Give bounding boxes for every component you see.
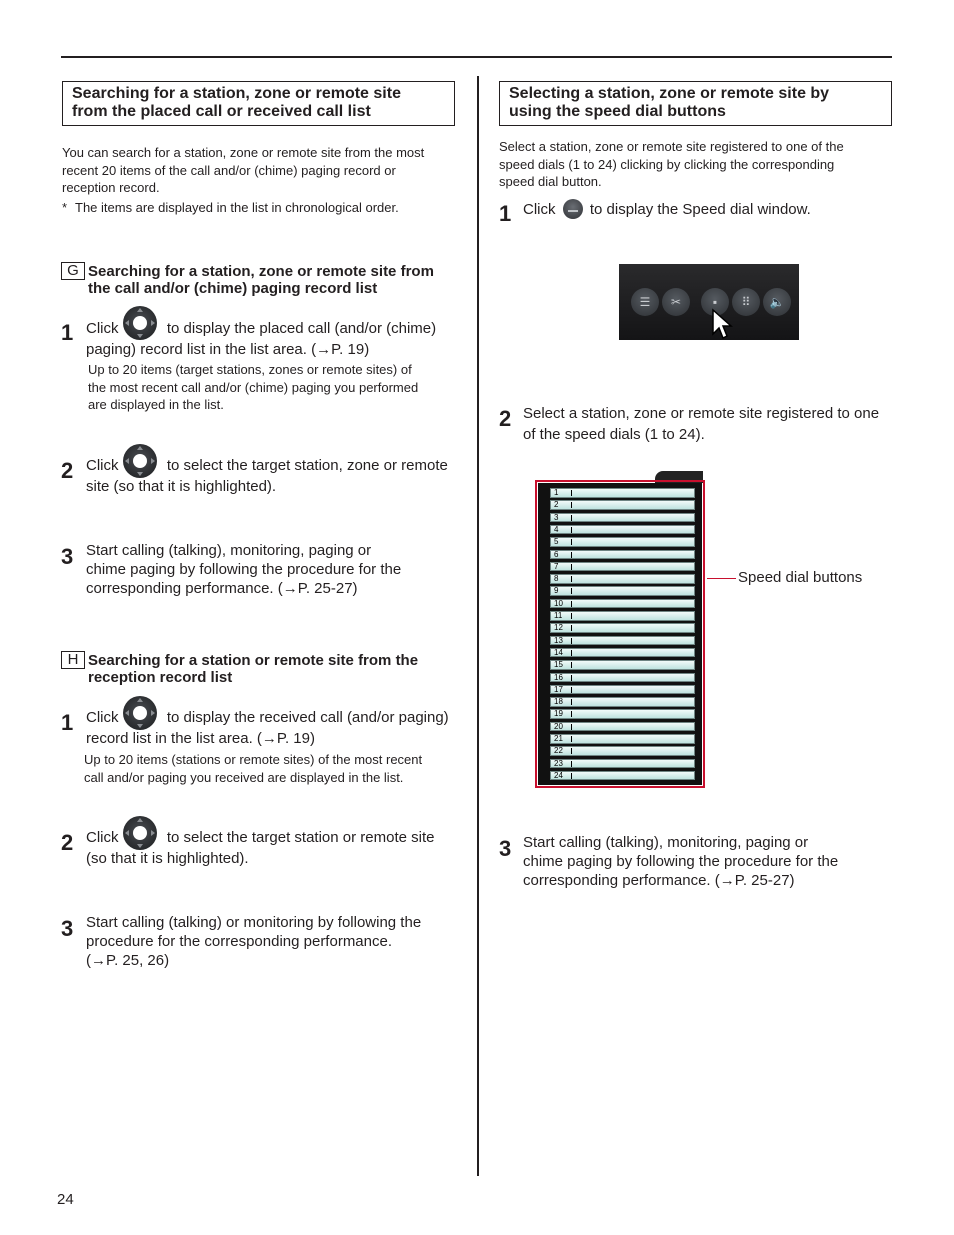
mouse-cursor-icon: [711, 308, 737, 342]
left-section-title-line1: Searching for a station, zone or remote site: [72, 85, 401, 102]
g-step2-line2: site (so that it is highlighted).: [86, 478, 277, 495]
g-step1-note: [88, 361, 460, 414]
g-step1-click-label: Click: [86, 320, 119, 337]
left-note: [62, 199, 462, 216]
navigation-dial-icon: [123, 816, 157, 850]
speed-dial-number: 23: [554, 758, 563, 768]
h-step3-line1: Start calling (talking) or monitoring by following the: [86, 914, 422, 931]
g-step1-note-line2: the most recent call and/or (chime) paging you performed: [88, 379, 419, 395]
section-g-title: [88, 264, 434, 297]
speed-dial-number: 11: [554, 611, 563, 620]
speed-dial-number: 6: [554, 549, 559, 559]
note-asterisk: *: [62, 200, 68, 215]
speed-dial-number: 9: [554, 586, 559, 596]
g-step3-line3: corresponding performance. (→P. 25-27): [86, 580, 358, 597]
g-step2-action: to select the target station, zone or remote: [166, 457, 448, 474]
list-icon: ☰: [631, 288, 659, 316]
g-step2-click-label: Click: [86, 457, 119, 474]
r-step2-text: [523, 403, 898, 445]
left-intro: [62, 144, 462, 197]
speed-dial-number: 17: [554, 684, 563, 694]
g-step1-action: to display the placed call (and/or (chime): [166, 320, 437, 337]
right-section-title-line2: using the speed dial buttons: [509, 103, 726, 120]
speed-dial-number: 2: [554, 500, 559, 510]
g-step3-line1: Start calling (talking), monitoring, paging or: [86, 542, 372, 559]
section-h-letter: H: [61, 651, 85, 669]
speed-dial-number: 14: [554, 647, 563, 657]
g-step1-note-line3: are displayed in the list.: [88, 397, 224, 412]
h-step1-click-label: Click: [86, 709, 119, 726]
section-h-heading: [61, 651, 461, 691]
r-step3-number: 3: [499, 836, 512, 861]
speed-dial-number: 13: [554, 635, 563, 645]
callout-line: [707, 578, 736, 579]
speed-dial-number: 5: [554, 537, 559, 547]
h-step2-number: 2: [61, 830, 74, 855]
column-divider: [477, 76, 479, 1176]
right-intro: [499, 138, 894, 191]
right-intro-line2: speed dials (1 to 24) clicking by clicking the corresponding: [499, 156, 835, 172]
speed-dial-number: 18: [554, 697, 563, 707]
g-step1-note-line1: Up to 20 items (target stations, zones or remote sites) of: [88, 362, 412, 377]
section-h-title-line2: reception record list: [88, 668, 233, 686]
speed-dial-number: 22: [554, 746, 563, 756]
g-step3-number: 3: [61, 544, 74, 569]
speed-dial-number: 24: [554, 770, 563, 780]
left-section-title-line2: from the placed call or received call list: [72, 103, 371, 120]
speed-dial-number: 19: [554, 709, 563, 719]
speed-dial-number: 21: [554, 734, 563, 743]
g-step1-number: 1: [61, 320, 74, 345]
r-step3-text: [523, 833, 898, 890]
navigation-dial-icon: [123, 306, 157, 340]
section-g-title-line2: the call and/or (chime) paging record list: [88, 279, 378, 297]
h-step1-note: [84, 751, 460, 786]
g-step3-line2: chime paging by following the procedure for the: [86, 561, 402, 578]
g-step3-text: [86, 541, 461, 598]
r-step2-line1: Select a station, zone or remote site registered to one: [523, 405, 880, 422]
speed-dial-number: 1: [554, 488, 559, 497]
h-step1-action: to display the received call (and/or paging): [166, 709, 449, 726]
navigation-dial-icon: [123, 696, 157, 730]
h-step2-action: to select the target station or remote site: [166, 829, 435, 846]
h-step3-line3: (→P. 25, 26): [86, 952, 170, 969]
left-intro-line2: recent 20 items of the call and/or (chime) paging record or: [62, 162, 396, 178]
right-section-title: [499, 81, 892, 126]
r-step3-line1: Start calling (talking), monitoring, paging or: [523, 834, 809, 851]
g-step1-line2: paging) record list in the list area. (→P. 19): [86, 341, 370, 358]
speed-dial-number: 3: [554, 512, 559, 522]
speed-dial-highlight: [535, 480, 705, 788]
section-g-title-line1: Searching for a station, zone or remote site from: [88, 263, 434, 280]
r-step3-line2: chime paging by following the procedure for the: [523, 853, 839, 870]
h-step3-line2: procedure for the corresponding performance.: [86, 933, 393, 950]
speed-dial-number: 15: [554, 660, 563, 670]
section-h-title-line1: Searching for a station or remote site from the: [88, 652, 419, 669]
right-section-title-line1: Selecting a station, zone or remote site by: [509, 85, 830, 102]
speed-dial-number: 12: [554, 623, 563, 633]
h-step1-line2: record list in the list area. (→P. 19): [86, 730, 315, 747]
top-rule: [61, 56, 892, 58]
section-g-heading: [61, 262, 461, 302]
settings-tools-icon: ✂: [662, 288, 690, 316]
speed-dial-number: 10: [554, 598, 563, 608]
navigation-dial-icon: [123, 444, 157, 478]
speed-dial-number: 8: [554, 574, 559, 584]
h-step2-click-label: Click: [86, 829, 119, 846]
right-intro-line1: Select a station, zone or remote site registered to one of the: [499, 139, 844, 154]
h-step1-note-line1: Up to 20 items (stations or remote sites) of the most recent: [84, 752, 423, 767]
r-step3-line3: corresponding performance. (→P. 25-27): [523, 872, 795, 889]
g-step2-number: 2: [61, 458, 74, 483]
h-step3-text: [86, 913, 461, 970]
speed-dial-icon: ▪: [701, 288, 729, 316]
volume-icon: 🔈: [763, 288, 791, 316]
speed-dial-icon: [563, 199, 583, 219]
right-intro-line3: speed dial button.: [499, 174, 602, 189]
speed-dial-window-screenshot: [535, 480, 705, 788]
speed-dial-number: 4: [554, 524, 559, 534]
speed-dial-number: 16: [554, 672, 563, 682]
speed-dial-number: 7: [554, 561, 559, 571]
toolbar-screenshot: [619, 264, 799, 340]
left-section-title: [62, 81, 455, 126]
left-intro-line3: reception record.: [62, 180, 160, 195]
note-text: The items are displayed in the list in chronological order.: [75, 200, 399, 215]
page-number: 24: [57, 1191, 74, 1208]
r-step2-number: 2: [499, 406, 512, 431]
speed-dial-callout: Speed dial buttons: [738, 569, 863, 586]
r-step1-number: 1: [499, 201, 512, 226]
r-step1-action: to display the Speed dial window.: [589, 201, 811, 218]
h-step2-line2: (so that it is highlighted).: [86, 850, 249, 867]
left-intro-line1: You can search for a station, zone or remote site from the most: [62, 145, 425, 160]
section-g-letter: G: [61, 262, 85, 280]
h-step3-number: 3: [61, 916, 74, 941]
section-h-title: [88, 653, 418, 686]
r-step2-line2: of the speed dials (1 to 24).: [523, 426, 705, 443]
h-step1-number: 1: [61, 710, 74, 735]
speed-dial-number: 20: [554, 721, 563, 731]
r-step1-click-label: Click: [523, 201, 556, 218]
keypad-icon: ⠿: [732, 288, 760, 316]
h-step1-note-line2: call and/or paging you received are displayed in the list.: [84, 769, 404, 785]
